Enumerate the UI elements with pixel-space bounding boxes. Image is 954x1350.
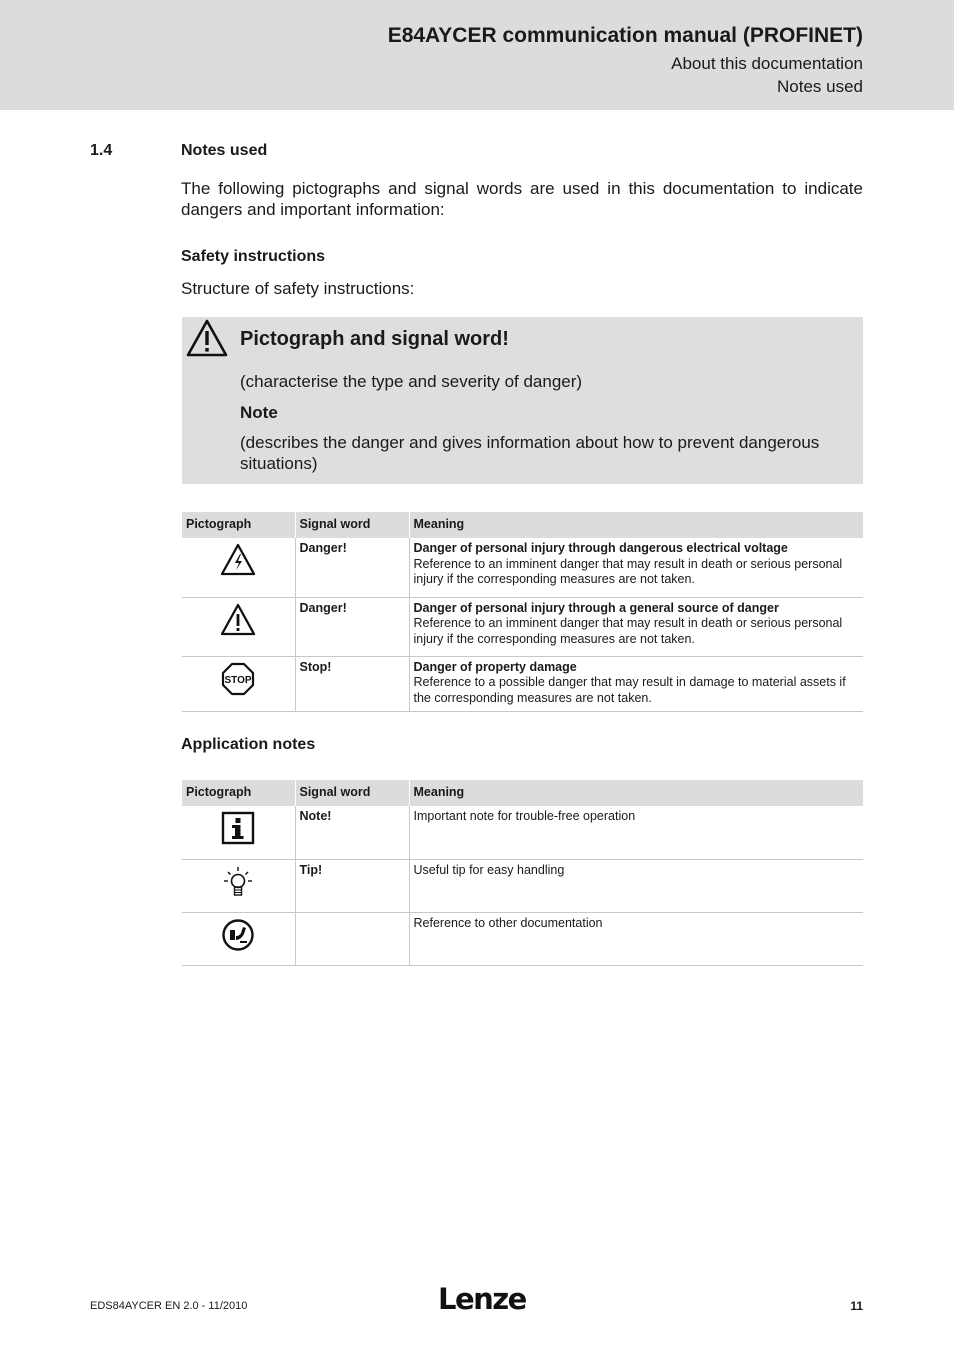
table-row (182, 806, 863, 859)
signal-word: Stop! (295, 656, 409, 711)
meaning-title: Danger of property damage (413, 659, 577, 674)
application-notes-table (182, 780, 863, 966)
page-number: 11 (850, 1299, 863, 1313)
application-notes-heading: Application notes (181, 736, 316, 753)
warning-triangle-icon (186, 319, 228, 357)
pictograph-cell (182, 538, 295, 597)
meaning-text: Reference to an imminent danger that may result in death or serious personal injury if the corresponding measures are not taken. (413, 616, 843, 646)
section-breadcrumb: Notes used (777, 77, 863, 96)
safety-instruction-box (182, 317, 863, 484)
table-header-row (182, 512, 863, 538)
header-band (0, 0, 954, 110)
table-row (182, 656, 863, 711)
meaning-text: Reference to a possible danger that may result in damage to material assets if the corresponding measures are not taken. (413, 675, 846, 705)
pictograph-cell (182, 859, 295, 912)
chapter-title: About this documentation (671, 54, 863, 73)
electrical-voltage-warning-icon (220, 543, 256, 577)
meaning-cell: Reference to other documentation (409, 912, 863, 965)
intro-paragraph: The following pictographs and signal words are used in this documentation to indicate dangers and important information: (181, 179, 863, 219)
box-title: Pictograph and signal word! (240, 328, 509, 350)
box-prevention-description: (describes the danger and gives information about how to prevent dangerous situations) (240, 433, 820, 473)
table-header-row (182, 780, 863, 806)
box-danger-description: (characterise the type and severity of danger) (240, 372, 583, 391)
lightbulb-tip-icon (220, 865, 256, 901)
section-number: 1.4 (90, 142, 113, 159)
pictograph-cell (182, 656, 295, 711)
table-row (182, 597, 863, 656)
table-row (182, 912, 863, 965)
safety-instructions-heading: Safety instructions (181, 248, 326, 265)
meaning-cell (409, 597, 863, 656)
pictograph-cell (182, 912, 295, 965)
column-header-meaning: Meaning (409, 512, 863, 538)
signal-word (295, 912, 409, 965)
column-header-pictograph: Pictograph (182, 780, 295, 806)
column-header-pictograph: Pictograph (182, 512, 295, 538)
table-row (182, 859, 863, 912)
footer-document-code: EDS84AYCER EN 2.0 - 11/2010 (90, 1300, 248, 1312)
structure-text: Structure of safety instructions: (181, 279, 415, 298)
pictograph-cell (182, 597, 295, 656)
documentation-reference-icon (221, 918, 255, 952)
safety-notes-table (182, 512, 863, 712)
signal-word: Note! (295, 806, 409, 859)
meaning-title: Danger of personal injury through a general source of danger (413, 600, 779, 615)
meaning-title: Danger of personal injury through dangerous electrical voltage (413, 541, 788, 555)
document-title: E84AYCER communication manual (PROFINET) (387, 24, 863, 47)
column-header-signal-word: Signal word (295, 780, 409, 806)
info-icon (221, 811, 255, 845)
stop-sign-text: STOP (224, 674, 252, 686)
meaning-cell (409, 656, 863, 711)
meaning-text: Reference to an imminent danger that may result in death or serious personal injury if the corresponding measures are not taken. (413, 556, 843, 586)
box-note-label: Note (240, 403, 278, 422)
table-row (182, 538, 863, 597)
lenze-logo: Lenze (438, 1282, 526, 1316)
signal-word: Tip! (295, 859, 409, 912)
meaning-cell: Useful tip for easy handling (409, 859, 863, 912)
meaning-cell: Important note for trouble-free operation (409, 806, 863, 859)
signal-word: Danger! (295, 597, 409, 656)
stop-sign-icon (221, 662, 255, 696)
meaning-cell (409, 538, 863, 597)
general-danger-warning-icon (220, 603, 256, 637)
section-title: Notes used (181, 142, 268, 159)
signal-word: Danger! (295, 538, 409, 597)
pictograph-cell (182, 806, 295, 859)
column-header-meaning: Meaning (409, 780, 863, 806)
column-header-signal-word: Signal word (295, 512, 409, 538)
